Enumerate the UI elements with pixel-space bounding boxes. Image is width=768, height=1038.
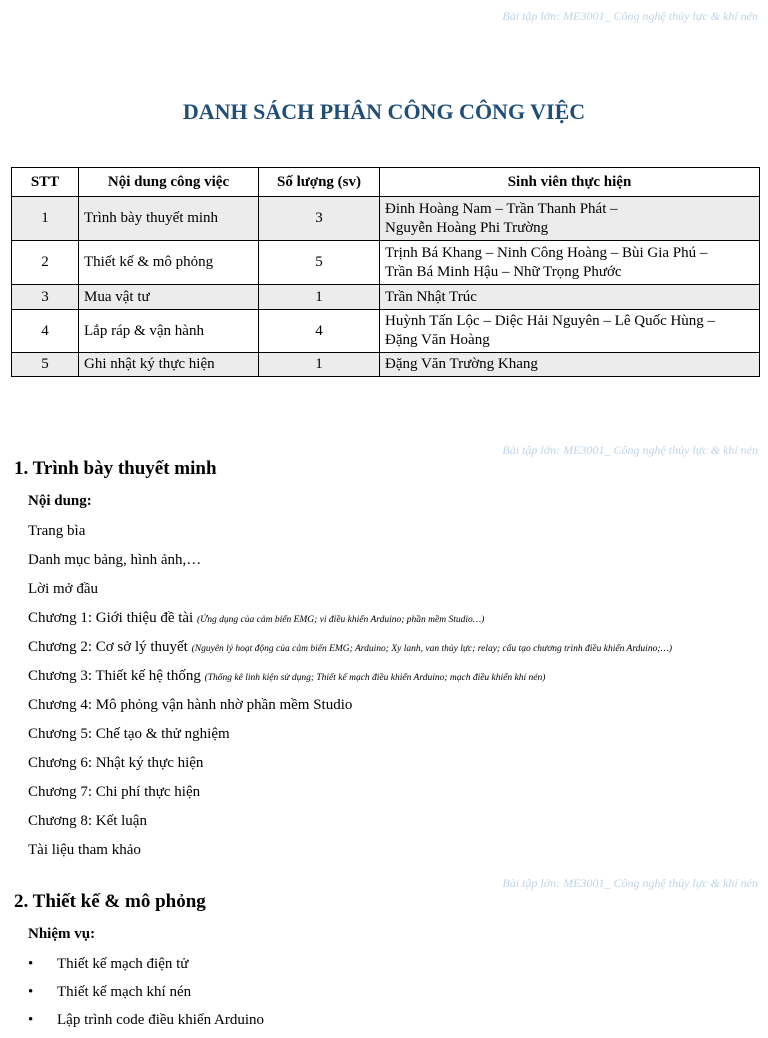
assignment-table xyxy=(11,167,760,377)
cell-count: 4 xyxy=(259,310,380,353)
item-text: Chương 1: Giới thiệu đề tài xyxy=(28,610,194,626)
item-text: Chương 4: Mô phỏng vận hành nhờ phần mềm Studio xyxy=(28,697,353,713)
running-header: Bài tập lớn: ME3001_ Công nghệ thủy lực & khí nén xyxy=(502,876,758,890)
item-note: (Ứng dụng của cảm biến EMG; vi điều khiển Arduino; phần mềm Studio…) xyxy=(196,615,485,625)
item-text: Chương 2: Cơ sở lý thuyết xyxy=(28,639,188,655)
member-line: Đinh Hoàng Nam – Trần Thanh Phát – xyxy=(385,200,618,217)
header-stt: STT xyxy=(12,168,79,197)
member-line: Trịnh Bá Khang – Ninh Công Hoàng – Bùi Gia Phú – xyxy=(385,244,708,261)
cell-count: 3 xyxy=(259,197,380,241)
list-item xyxy=(28,550,672,579)
member-line: Huỳnh Tấn Lộc – Diệc Hải Nguyên – Lê Quốc Hùng – xyxy=(385,313,716,329)
table-row xyxy=(12,310,760,353)
cell-stt: 3 xyxy=(12,285,79,310)
cell-task: Lắp ráp & vận hành xyxy=(79,310,259,353)
list-item xyxy=(28,608,672,637)
table-row xyxy=(12,285,760,310)
list-item xyxy=(28,695,672,724)
item-text: Tài liệu tham khảo xyxy=(28,842,141,858)
running-header: Bài tập lớn: ME3001_ Công nghệ thủy lực & khí nén xyxy=(502,9,758,23)
list-item xyxy=(28,1010,264,1038)
table-row xyxy=(12,197,760,241)
content-outline xyxy=(28,521,672,869)
list-item xyxy=(28,840,672,869)
cell-stt: 5 xyxy=(12,353,79,377)
item-note: (Thống kê linh kiện sử dụng; Thiết kế mạch điều khiển Arduino; mạch điều khiển khí nén) xyxy=(204,673,546,683)
cell-members xyxy=(380,241,760,285)
list-item xyxy=(28,954,264,982)
cell-members xyxy=(380,285,760,310)
list-item xyxy=(28,579,672,608)
cell-task: Mua vật tư xyxy=(79,285,259,310)
item-text: Lập trình code điều khiển Arduino xyxy=(57,1012,265,1028)
cell-members xyxy=(380,310,760,353)
cell-stt: 1 xyxy=(12,197,79,241)
cell-count: 5 xyxy=(259,241,380,285)
list-item xyxy=(28,521,672,550)
list-item xyxy=(28,782,672,811)
member-line: Trần Bá Minh Hậu – Nhữ Trọng Phước xyxy=(385,263,622,280)
cell-task: Thiết kế & mô phỏng xyxy=(79,241,259,285)
item-text: Thiết kế mạch khí nén xyxy=(57,984,192,1000)
header-count: Số lượng (sv) xyxy=(259,168,380,197)
cell-count: 1 xyxy=(259,285,380,310)
item-text: Chương 5: Chế tạo & thử nghiệm xyxy=(28,726,230,742)
member-line: Đặng Văn Trường Khang xyxy=(385,356,538,372)
tasks-label: Nhiệm vụ: xyxy=(28,926,96,942)
item-text: Danh mục bảng, hình ảnh,… xyxy=(28,552,202,568)
task-list xyxy=(28,954,264,1038)
bullet-icon: • xyxy=(28,1012,34,1028)
item-text: Chương 6: Nhật ký thực hiện xyxy=(28,755,204,771)
item-text: Thiết kế mạch điện tử xyxy=(57,956,189,972)
cell-count: 1 xyxy=(259,353,380,377)
cell-task: Ghi nhật ký thực hiện xyxy=(79,353,259,377)
member-line: Nguyễn Hoàng Phi Trường xyxy=(385,219,549,236)
header-members: Sinh viên thực hiện xyxy=(380,168,760,197)
table-header-row xyxy=(12,168,760,197)
item-note: (Nguyên lý hoạt động của cảm biến EMG; Arduino; Xy lanh, van thủy lực; relay; cấu tạo chương trình điều khiển Arduino;…) xyxy=(191,644,673,654)
document-title: DANH SÁCH PHÂN CÔNG CÔNG VIỆC xyxy=(182,99,586,124)
list-item xyxy=(28,666,672,695)
list-item xyxy=(28,753,672,782)
member-line: Trần Nhật Trúc xyxy=(385,288,477,305)
bullet-icon: • xyxy=(28,984,34,1000)
cell-members xyxy=(380,197,760,241)
content-label: Nội dung: xyxy=(28,493,92,509)
table-row xyxy=(12,241,760,285)
list-item xyxy=(28,637,672,666)
list-item xyxy=(28,811,672,840)
cell-stt: 4 xyxy=(12,310,79,353)
member-line: Đặng Văn Hoàng xyxy=(385,332,490,348)
list-item xyxy=(28,982,264,1010)
header-task: Nội dung công việc xyxy=(79,168,259,197)
item-text: Trang bìa xyxy=(28,523,86,539)
section-heading: 1. Trình bày thuyết minh xyxy=(14,458,217,479)
cell-members xyxy=(380,353,760,377)
section-heading: 2. Thiết kế & mô phỏng xyxy=(14,891,206,912)
item-text: Chương 7: Chi phí thực hiện xyxy=(28,784,201,800)
running-header: Bài tập lớn: ME3001_ Công nghệ thủy lực & khí nén xyxy=(502,443,758,457)
item-text: Chương 3: Thiết kế hệ thống xyxy=(28,668,201,684)
bullet-icon: • xyxy=(28,956,34,972)
table-row xyxy=(12,353,760,377)
item-text: Chương 8: Kết luận xyxy=(28,813,147,829)
cell-stt: 2 xyxy=(12,241,79,285)
item-text: Lời mở đầu xyxy=(28,581,99,597)
list-item xyxy=(28,724,672,753)
cell-task: Trình bày thuyết minh xyxy=(79,197,259,241)
